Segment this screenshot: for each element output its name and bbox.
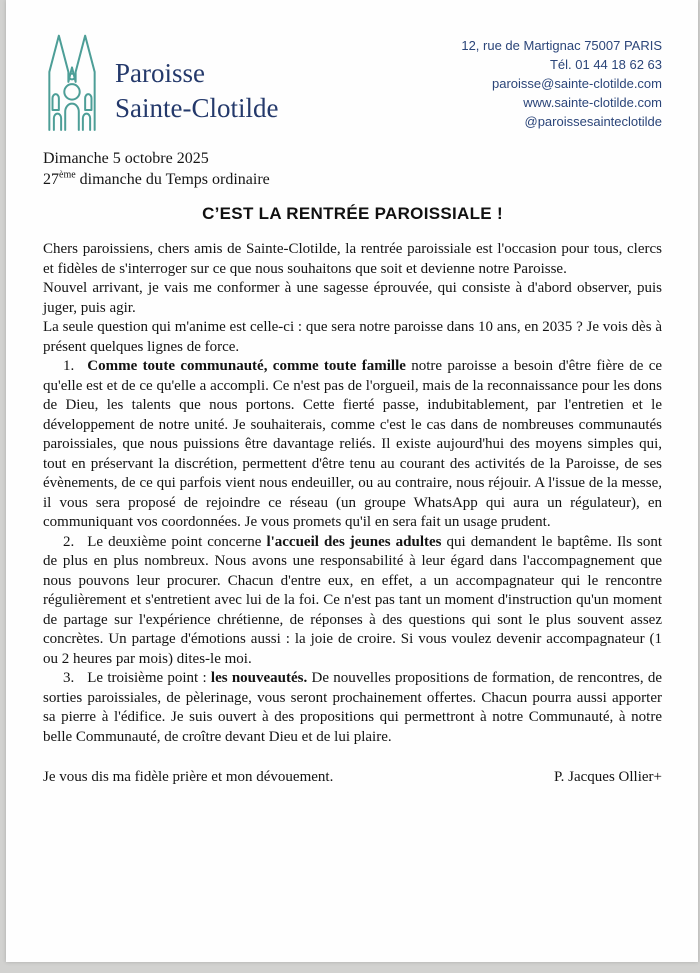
contact-line: Tél. 01 44 18 62 63 — [549, 57, 662, 72]
contact-line: 12, rue de Martignac 75007 PARIS — [461, 38, 662, 53]
signature: P. Jacques Ollier+ — [553, 769, 662, 785]
intro-paragraph: Nouvel arrivant, je vais me conformer à une sagesse éprouvée, qui consiste à d'abord observer, puis juger, puis agir. — [43, 280, 662, 316]
point-number: 1. — [63, 358, 75, 374]
point-text: qui demandent le baptême. Ils sont de plus en plus nombreux. Nous avons une responsabilité à leur égard dans l'accompagnement que nous pouvons leur procurer. Chacun d'entre eux, en effet, a un accompagnateur qui le rencontre régulièrement et s'entretient avec lui de la foi. Ce n'est pas tant un moment d'instruction qu'un moment de partage sur l'expérience chrétienne, de réponses à des questions qui sont le plus souvent assez concrètes. Un partage d'émotions aussi : la joie de croire. Si vous voulez devenir accompagnateur (1 ou 2 heures par mois) dites-le moi. — [43, 533, 662, 667]
point-topic-bold: Comme toute communauté, comme toute famille — [87, 358, 406, 374]
letter-body — [43, 240, 662, 788]
ordinal-number: 27 — [43, 171, 59, 188]
point-topic-bold: les nouveautés. — [210, 670, 308, 686]
point-number: 3. — [63, 670, 75, 686]
closing-sentence: Je vous dis ma fidèle prière et mon dévouement. — [43, 769, 334, 785]
numbered-paragraph — [43, 669, 662, 747]
point-text: notre paroisse a besoin d'être fière de ce qu'elle est et de ce qu'elle a accompli. Ce n'est pas de l'orgueil, mais de la reconnaissance pour les dons de Dieu, les talents que nous portons. Cette fierté passe, indubitablement, par l'entretien et le développement de notre unité. Je souhaiterais, comme c'est le cas dans de nombreuses communautés paroissiales, que nous puissions être davantage reliés. Il existe aujourd'hui des moyens simples qui, tout en préservant la discrétion, permettent d'être tenu au courant des activités de la Paroisse, de ses évènements, de ce qui parfois vient nous endeuiller, ou au contraire, nous réjouir. A l'issue de la messe, il vous sera proposé de rejoindre ce réseau (un groupe WhatsApp qui aura un régulateur), en communiquant vos coordonnées. Je vous promets qu'il en sera fait un usage prudent. — [43, 358, 663, 530]
closing-row — [43, 768, 662, 788]
intro-paragraph: Chers paroissiens, chers amis de Sainte-Clotilde, la rentrée paroissiale est l'occasion pour tous, clercs et fidèles de s'interroger sur ce que nous souhaitons que soit et devienne notre Paroisse. — [43, 241, 662, 277]
liturgical-day-line — [43, 169, 662, 190]
points — [43, 357, 662, 747]
date-line: Dimanche 5 octobre 2025 — [43, 150, 209, 167]
parish-name — [101, 24, 278, 139]
letterhead — [43, 24, 662, 139]
point-text: De nouvelles propositions de formation, de rencontres, de sorties paroissiales, de pèlerinage, vous seront prochainement offertes. Chacun pourra aussi apporter sa pierre à l'édifice. Je suis ouvert à des propositions qui permettront à notre Communauté, à notre belle Communauté, de croître devant Dieu et de lui plaire. — [43, 670, 663, 745]
numbered-paragraph — [43, 357, 662, 533]
intro-paragraphs — [43, 240, 662, 357]
contact-line: www.sainte-clotilde.com — [523, 95, 662, 110]
parish-brand — [43, 24, 278, 139]
parish-name-line1: Paroisse — [115, 58, 205, 88]
date-block — [43, 148, 662, 190]
letter-page — [6, 0, 698, 962]
contact-line: @paroissesainteclotilde — [524, 114, 662, 129]
point-text: Le troisième point : — [87, 670, 211, 686]
contact-line: paroisse@sainte-clotilde.com — [492, 76, 662, 91]
letter-headline: C’EST LA RENTRÉE PAROISSIALE ! — [202, 204, 503, 223]
numbered-paragraph — [43, 533, 662, 670]
contact-lines — [461, 24, 662, 131]
liturgical-day-text: dimanche du Temps ordinaire — [75, 171, 270, 188]
church-logo-icon — [43, 28, 101, 139]
point-text: Le deuxième point concerne — [87, 533, 267, 550]
intro-paragraph: La seule question qui m'anime est celle-ci : que sera notre paroisse dans 10 ans, en 2035 ? Je vois dès à présent quelques lignes de force. — [43, 319, 662, 355]
point-number: 2. — [63, 533, 75, 550]
ordinal-suffix: ème — [59, 169, 76, 181]
parish-name-line2: Sainte-Clotilde — [115, 93, 279, 123]
point-topic-bold: l'accueil des jeunes adultes — [266, 533, 442, 550]
